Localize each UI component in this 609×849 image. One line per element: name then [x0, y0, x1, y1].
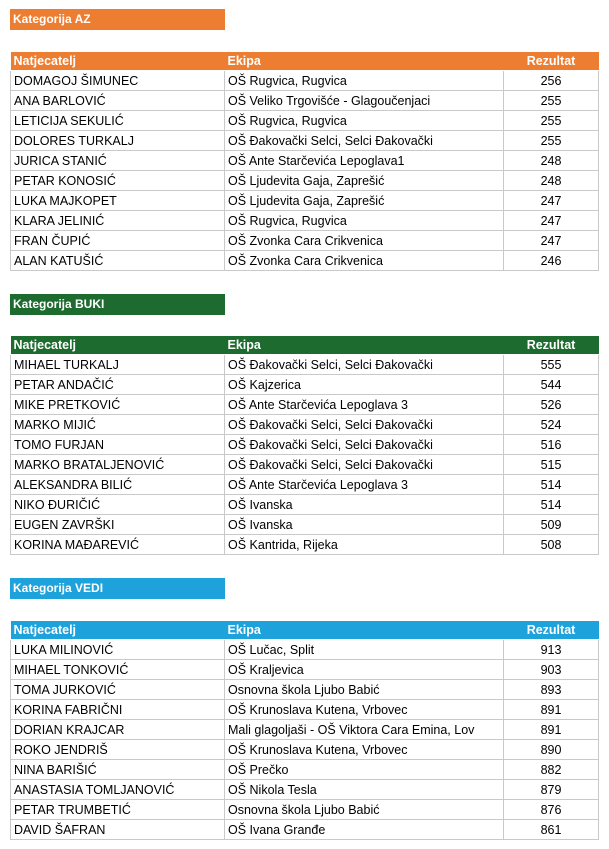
table-row [11, 435, 599, 455]
cell-team: OŠ Ante Starčevića Lepoglava 3 [225, 395, 504, 415]
cell-score: 246 [504, 251, 599, 271]
cell-team: OŠ Krunoslava Kutena, Vrbovec [225, 740, 504, 760]
cell-score: 879 [504, 780, 599, 800]
cell-name: EUGEN ZAVRŠKI [11, 515, 225, 535]
cell-score: 514 [504, 475, 599, 495]
cell-score: 861 [504, 820, 599, 840]
cell-score: 255 [504, 131, 599, 151]
header-team: Ekipa [225, 336, 504, 355]
cell-team: OŠ Ivanska [225, 495, 504, 515]
cell-score: 555 [504, 355, 599, 375]
cell-team: OŠ Kantrida, Rijeka [225, 535, 504, 555]
cell-team: OŠ Rugvica, Rugvica [225, 211, 504, 231]
table-row [11, 211, 599, 231]
cell-name: LUKA MILINOVIĆ [11, 640, 225, 660]
cell-name: DOMAGOJ ŠIMUNEC [11, 71, 225, 91]
table-header-row [11, 621, 599, 640]
table-row [11, 415, 599, 435]
cell-name: DAVID ŠAFRAN [11, 820, 225, 840]
cell-score: 508 [504, 535, 599, 555]
table-row [11, 660, 599, 680]
table-header-row [11, 52, 599, 71]
table-row [11, 475, 599, 495]
cell-name: LETICIJA SEKULIĆ [11, 111, 225, 131]
cell-score: 247 [504, 231, 599, 251]
category-title-az: Kategorija AZ [10, 9, 225, 30]
cell-score: 248 [504, 151, 599, 171]
cell-score: 891 [504, 720, 599, 740]
cell-team: OŠ Đakovački Selci, Selci Đakovački [225, 131, 504, 151]
table-row [11, 780, 599, 800]
table-row [11, 231, 599, 251]
table-header-row [11, 336, 599, 355]
cell-name: ANA BARLOVIĆ [11, 91, 225, 111]
cell-score: 247 [504, 211, 599, 231]
header-score: Rezultat [504, 621, 599, 640]
table-row [11, 191, 599, 211]
table-row [11, 495, 599, 515]
table-row [11, 171, 599, 191]
cell-name: LUKA MAJKOPET [11, 191, 225, 211]
cell-team: OŠ Lučac, Split [225, 640, 504, 660]
cell-score: 514 [504, 495, 599, 515]
cell-score: 509 [504, 515, 599, 535]
cell-score: 893 [504, 680, 599, 700]
category-title-buki: Kategorija BUKI [10, 294, 225, 315]
cell-team: OŠ Zvonka Cara Crikvenica [225, 251, 504, 271]
cell-team: OŠ Ljudevita Gaja, Zaprešić [225, 191, 504, 211]
cell-team: Mali glagoljaši - OŠ Viktora Cara Emina, Lov [225, 720, 504, 740]
cell-score: 526 [504, 395, 599, 415]
results-table-az [10, 52, 599, 271]
cell-team: OŠ Ante Starčevića Lepoglava1 [225, 151, 504, 171]
table-row [11, 375, 599, 395]
cell-name: FRAN ČUPIĆ [11, 231, 225, 251]
cell-name: MARKO MIJIĆ [11, 415, 225, 435]
table-row [11, 131, 599, 151]
table-row [11, 91, 599, 111]
cell-score: 891 [504, 700, 599, 720]
cell-score: 256 [504, 71, 599, 91]
cell-score: 876 [504, 800, 599, 820]
cell-team: OŠ Kraljevica [225, 660, 504, 680]
cell-team: OŠ Kajzerica [225, 375, 504, 395]
cell-name: PETAR ANDAČIĆ [11, 375, 225, 395]
table-row [11, 680, 599, 700]
cell-team: OŠ Veliko Trgovišće - Glagoučenjaci [225, 91, 504, 111]
cell-team: OŠ Đakovački Selci, Selci Đakovački [225, 435, 504, 455]
table-row [11, 395, 599, 415]
header-score: Rezultat [504, 336, 599, 355]
category-title-vedi: Kategorija VEDI [10, 578, 225, 599]
cell-team: OŠ Ivanska [225, 515, 504, 535]
cell-score: 247 [504, 191, 599, 211]
cell-score: 890 [504, 740, 599, 760]
table-row [11, 455, 599, 475]
cell-team: Osnovna škola Ljubo Babić [225, 680, 504, 700]
cell-score: 255 [504, 91, 599, 111]
table-row [11, 720, 599, 740]
cell-score: 515 [504, 455, 599, 475]
table-row [11, 515, 599, 535]
cell-name: NIKO ĐURIČIĆ [11, 495, 225, 515]
cell-name: MIHAEL TONKOVIĆ [11, 660, 225, 680]
table-row [11, 700, 599, 720]
cell-score: 255 [504, 111, 599, 131]
table-row [11, 71, 599, 91]
cell-team: OŠ Prečko [225, 760, 504, 780]
cell-score: 913 [504, 640, 599, 660]
cell-name: KORINA FABRIČNI [11, 700, 225, 720]
cell-name: ROKO JENDRIŠ [11, 740, 225, 760]
results-table-vedi [10, 621, 599, 840]
cell-team: OŠ Ante Starčevića Lepoglava 3 [225, 475, 504, 495]
cell-team: OŠ Krunoslava Kutena, Vrbovec [225, 700, 504, 720]
cell-score: 248 [504, 171, 599, 191]
cell-score: 516 [504, 435, 599, 455]
table-row [11, 760, 599, 780]
cell-name: NINA BARIŠIĆ [11, 760, 225, 780]
cell-team: OŠ Zvonka Cara Crikvenica [225, 231, 504, 251]
table-row [11, 535, 599, 555]
header-name: Natjecatelj [11, 52, 225, 71]
cell-team: OŠ Rugvica, Rugvica [225, 111, 504, 131]
cell-name: MIKE PRETKOVIĆ [11, 395, 225, 415]
cell-team: OŠ Đakovački Selci, Selci Đakovački [225, 415, 504, 435]
cell-name: KLARA JELINIĆ [11, 211, 225, 231]
cell-team: OŠ Ivana Granđe [225, 820, 504, 840]
header-team: Ekipa [225, 621, 504, 640]
table-row [11, 800, 599, 820]
table-row [11, 151, 599, 171]
cell-name: ALAN KATUŠIĆ [11, 251, 225, 271]
header-name: Natjecatelj [11, 621, 225, 640]
table-row [11, 251, 599, 271]
cell-name: TOMO FURJAN [11, 435, 225, 455]
cell-name: PETAR TRUMBETIĆ [11, 800, 225, 820]
cell-name: KORINA MAĐAREVIĆ [11, 535, 225, 555]
cell-name: ANASTASIA TOMLJANOVIĆ [11, 780, 225, 800]
header-name: Natjecatelj [11, 336, 225, 355]
results-table-buki [10, 336, 599, 555]
cell-score: 524 [504, 415, 599, 435]
cell-team: OŠ Ljudevita Gaja, Zaprešić [225, 171, 504, 191]
table-row [11, 640, 599, 660]
cell-score: 882 [504, 760, 599, 780]
cell-name: DOLORES TURKALJ [11, 131, 225, 151]
cell-team: Osnovna škola Ljubo Babić [225, 800, 504, 820]
cell-score: 903 [504, 660, 599, 680]
header-score: Rezultat [504, 52, 599, 71]
table-row [11, 111, 599, 131]
cell-team: OŠ Nikola Tesla [225, 780, 504, 800]
cell-name: MARKO BRATALJENOVIĆ [11, 455, 225, 475]
cell-name: ALEKSANDRA BILIĆ [11, 475, 225, 495]
cell-name: JURICA STANIĆ [11, 151, 225, 171]
cell-name: MIHAEL TURKALJ [11, 355, 225, 375]
cell-team: OŠ Đakovački Selci, Selci Đakovački [225, 355, 504, 375]
table-row [11, 355, 599, 375]
cell-name: TOMA JURKOVIĆ [11, 680, 225, 700]
table-row [11, 740, 599, 760]
table-row [11, 820, 599, 840]
cell-score: 544 [504, 375, 599, 395]
header-team: Ekipa [225, 52, 504, 71]
cell-team: OŠ Rugvica, Rugvica [225, 71, 504, 91]
cell-name: DORIAN KRAJCAR [11, 720, 225, 740]
cell-name: PETAR KONOSIĆ [11, 171, 225, 191]
cell-team: OŠ Đakovački Selci, Selci Đakovački [225, 455, 504, 475]
